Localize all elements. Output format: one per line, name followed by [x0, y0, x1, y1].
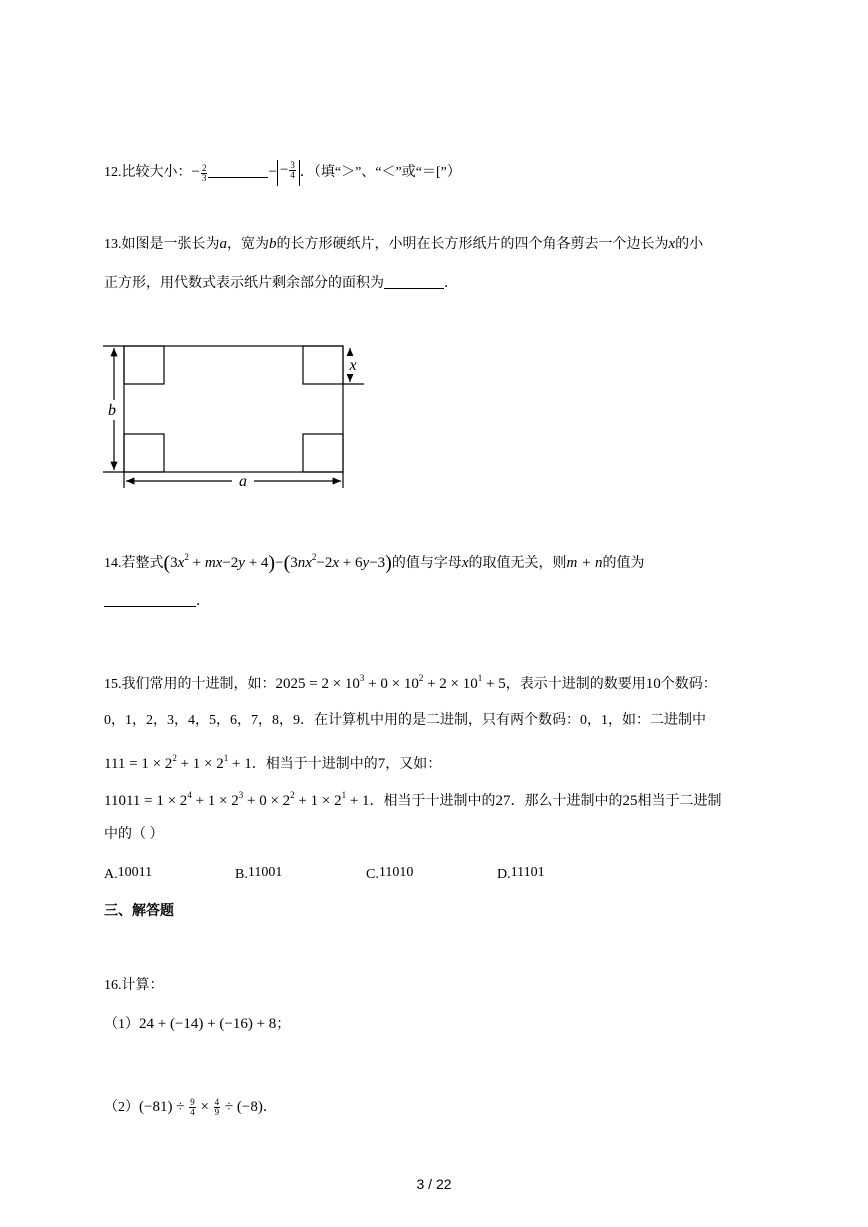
q15-binary-111: $111 = 1 \times 2^2 + 1 \times 2^1 + 1$	[104, 753, 252, 772]
label-x: x	[349, 357, 357, 374]
question-15-line-3: $111 = 1 \times 2^2 + 1 \times 2^1 + 1$．相当于十进制中的7，又如：	[104, 753, 442, 772]
label-b: b	[108, 402, 116, 419]
question-16-title: 16.计算：	[104, 978, 164, 993]
option-a[interactable]: A.10011	[104, 865, 153, 882]
corner-square-top-right	[303, 346, 343, 384]
q12-answer-blank[interactable]	[208, 163, 268, 178]
q16-part-1: （1）24 + (−14) + (−16) + 8；	[104, 1016, 291, 1032]
q12-absolute-value: − $\frac{3}{4}$	[277, 160, 300, 186]
question-13-line-1: 13.如图是一张长为a，宽为b的长方形硬纸片，小明在长方形纸片的四个角各剪去一个边长为x的小	[104, 236, 704, 252]
q14-polynomial: $(3x^2 + mx-2y + 4)-(3nx^2-2x + 6y-3)$	[163, 552, 392, 574]
q14-answer-blank[interactable]	[104, 592, 196, 607]
q12-fraction-1: $\frac{2}{3}$	[201, 162, 207, 183]
question-14-line-1: 14.若整式$(3x^2 + mx-2y + 4)-(3nx^2-2x + 6y-3)$的值与字母x的取值无关，则m + n的值为	[104, 552, 645, 574]
corner-square-bottom-left	[124, 434, 164, 472]
q15-decimal-expansion: $2025 = 2 \times 10^3 + 0 \times 10^2 + 2 \times 10^1 + 5$	[275, 673, 506, 692]
option-b[interactable]: B.11001	[235, 865, 283, 882]
corner-square-bottom-right	[303, 434, 343, 472]
q12-prefix: 12.比较大小：	[104, 165, 192, 181]
section-heading: 三、解答题	[104, 904, 174, 919]
corner-square-top-left	[124, 346, 164, 384]
question-15-line-2: 0，1，2，3，4，5，6，7，8，9．在计算机中用的是二进制，只有两个数码：0，1，如：二进制中	[104, 713, 706, 728]
question-15-line-5: 中的（ ）	[104, 827, 164, 842]
question-15-line-4: $11011 = 1 \times 2^4 + 1 \times 2^3 + 0 \times 2^2 + 1 \times 2^1 + 1$．相当于十进制中的27．那么十进制中的25相当于二进制	[104, 790, 722, 809]
question-13-line-2: 正方形，用代数式表示纸片剩余部分的面积为 ．	[104, 276, 458, 291]
question-14-line-2: ．	[104, 592, 210, 612]
q13-answer-blank[interactable]	[384, 274, 444, 289]
q15-binary-11011: $11011 = 1 \times 2^4 + 1 \times 2^3 + 0 \times 2^2 + 1 \times 2^1 + 1$	[104, 790, 370, 809]
question-15-line-1: 15.我们常用的十进制，如：$2025 = 2 \times 10^3 + 0 \times 10^2 + 2 \times 10^1 + 5$，表示十进制的数要用10个数码：	[104, 673, 717, 692]
q12-suffix: ．（填“＞”、“＜”或“＝[”）	[299, 165, 461, 181]
q16-part-2: （2）(−81) ÷ $\frac{9}{4}$ × $\frac{4}{9}$ ÷ (−8)．	[104, 1097, 277, 1118]
question-12: 12.比较大小：− $\frac{2}{3}$ − − $\frac{3}{4}$ ．（填“＞”、“＜”或“＝[”）	[104, 160, 461, 186]
q13-rectangle-figure	[100, 338, 370, 493]
option-c[interactable]: C.11010	[366, 865, 414, 882]
label-a: a	[239, 473, 247, 490]
page-number: 3 / 22	[416, 1176, 452, 1192]
outer-rectangle	[124, 346, 343, 472]
option-d[interactable]: D.11101	[497, 865, 545, 882]
